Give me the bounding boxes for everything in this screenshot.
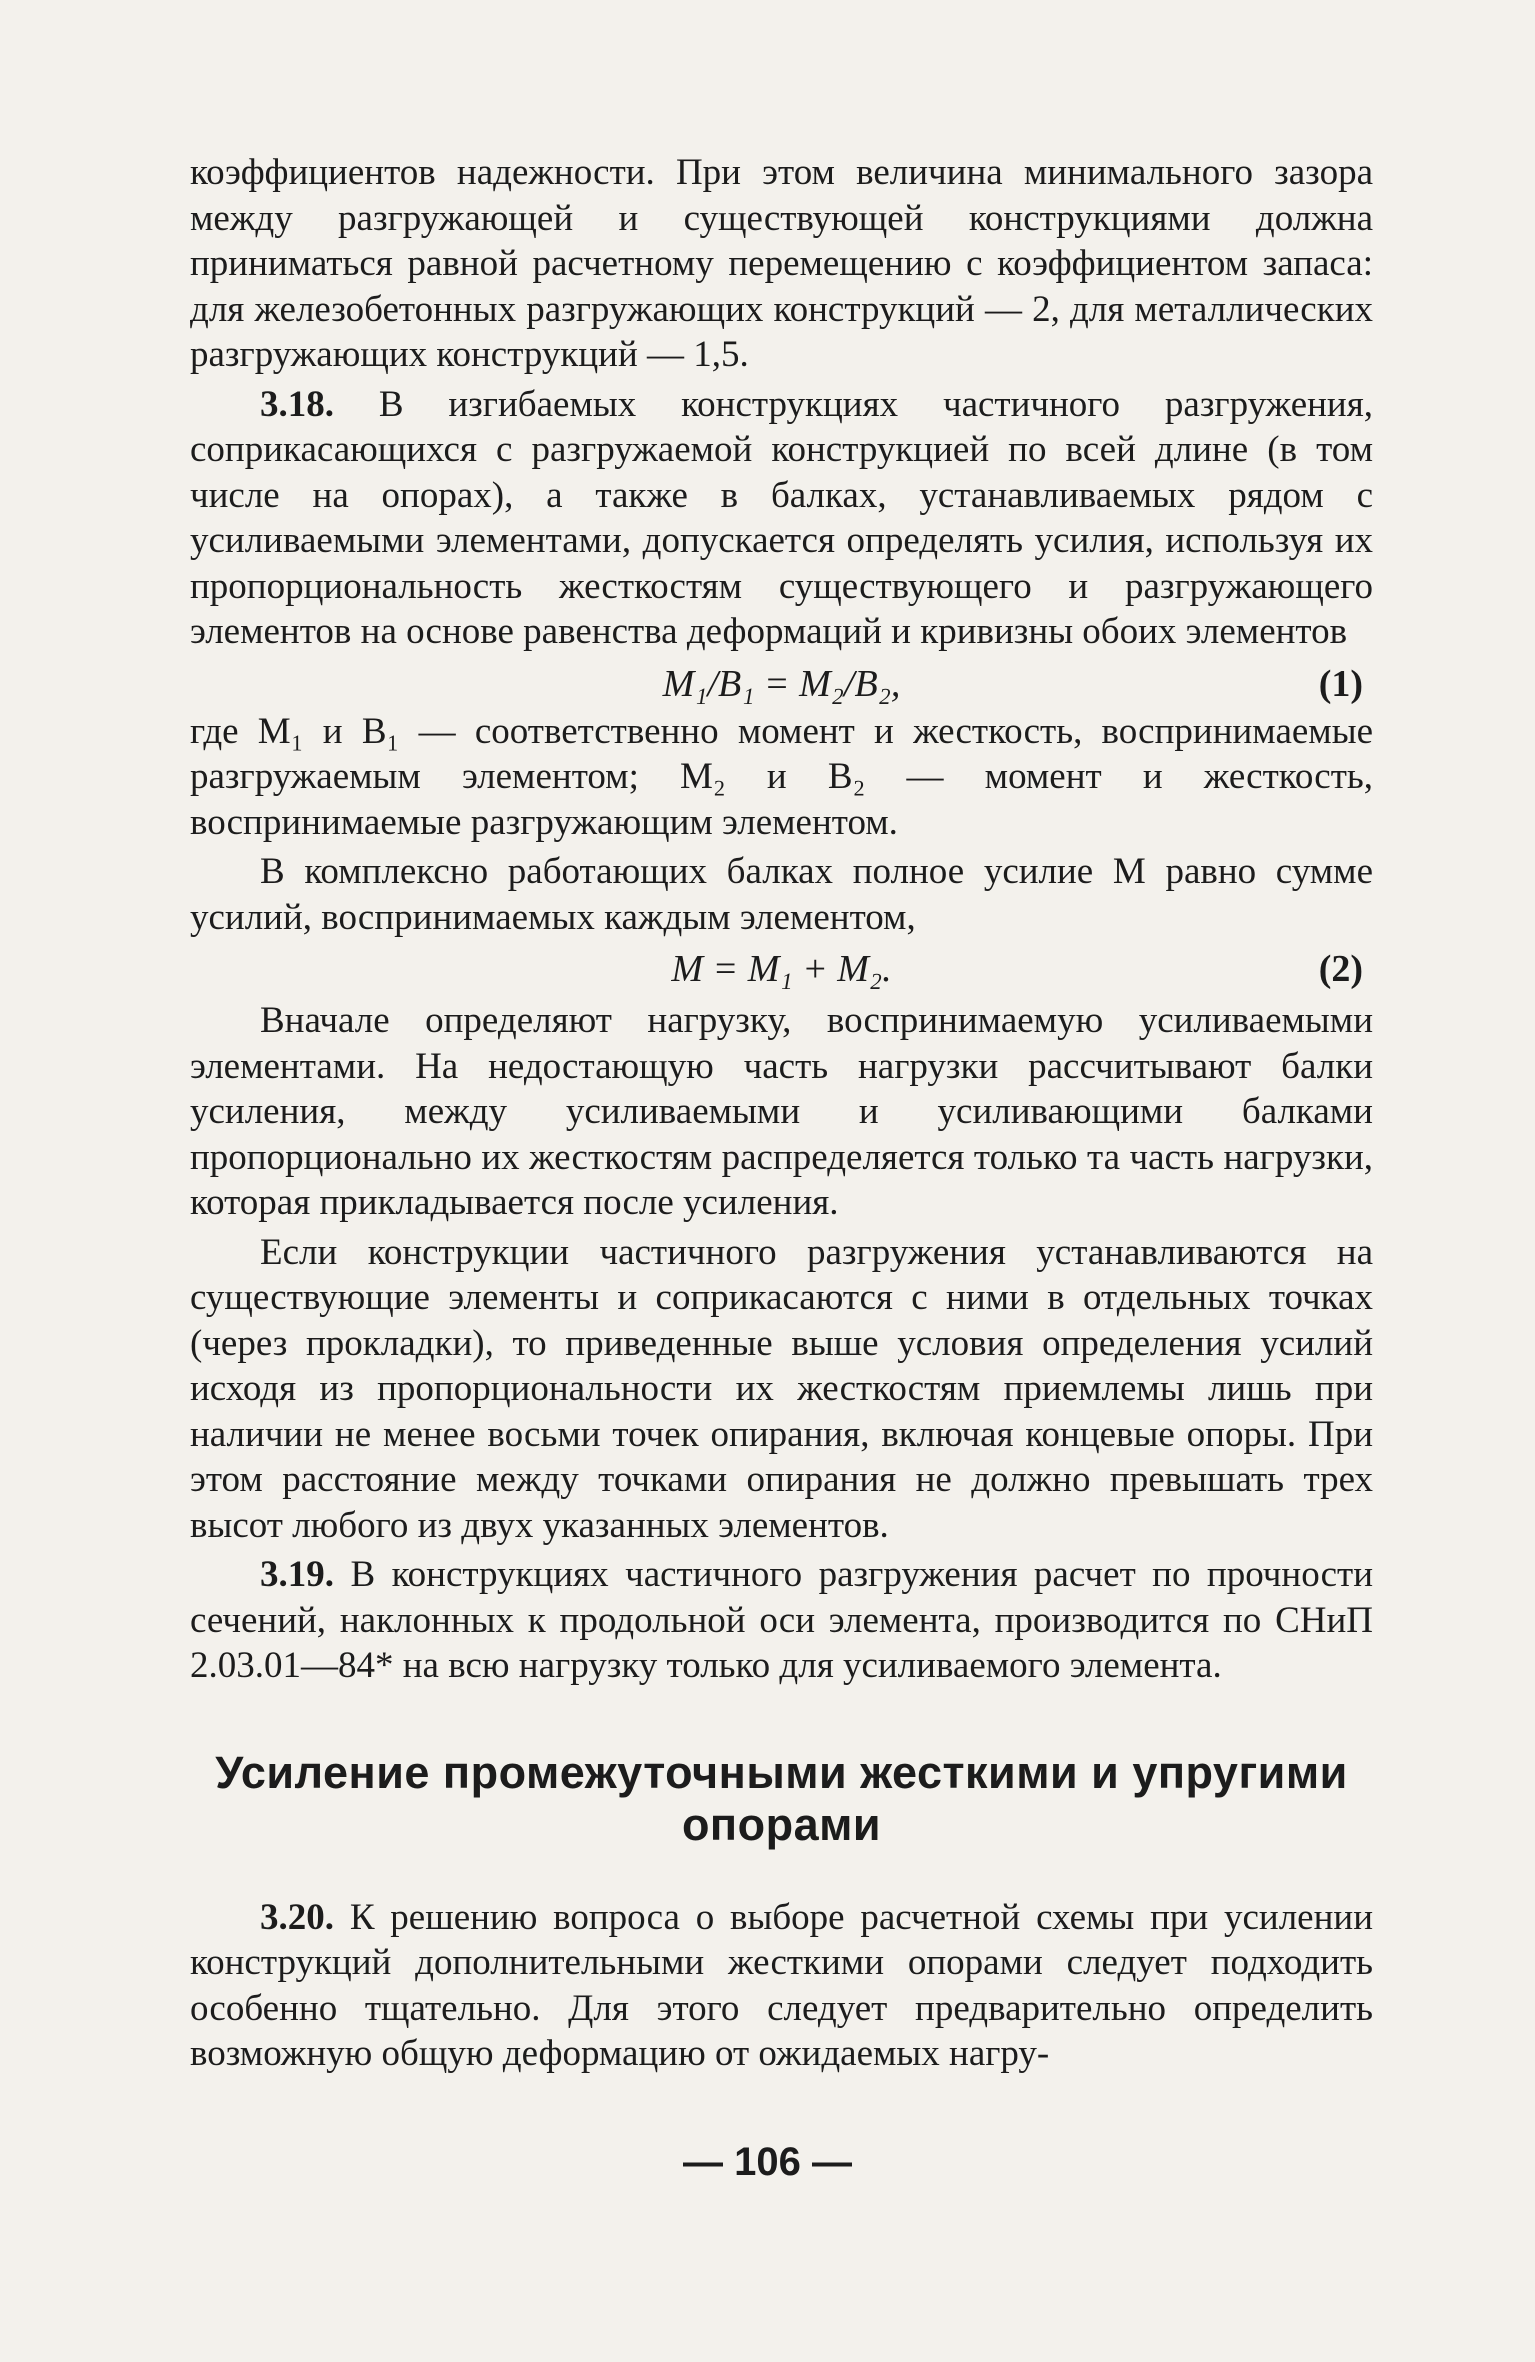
section-text: В конструкциях частичного разгружения расчет по прочности сечений, наклонных к продольной оси элемента, производится по СНиП 2.03.01—84* на всю нагрузку только для усиливаемого элемента. <box>190 1554 1374 1686</box>
paragraph-where: где M₁ и B₁ — соответственно момент и жесткость, воспринимаемые разгружаемым элементом; M₂ и B₂ — момент и жесткость, воспринимаемые разгружающим элементом. <box>190 710 1373 843</box>
section-text: К решению вопроса о выборе расчетной схемы при усилении конструкций дополнительными жесткими опорами следует подходить особенно тщательно. Для этого следует предварительно определить возможную общую деформацию от ожидаемых нагру- <box>190 1896 1373 2074</box>
formula-2-expression: M = M₁ + M₂. <box>671 948 892 990</box>
formula-1 <box>190 659 1373 709</box>
section-heading: Усиление промежуточными жесткими и упругими опорами <box>215 1746 1348 1850</box>
section-3-19 <box>190 1552 1373 1689</box>
section-3-20 <box>190 1895 1373 2077</box>
section-3-18 <box>190 382 1373 655</box>
paragraph-intro: коэффициентов надежности. При этом величина минимального зазора между разгружающей и существующей конструкциями должна приниматься равной расчетному перемещению с коэффициентом запаса: для железобетонных разгружающих конструкций — 2, для металлических разгружающих конструкций — 1,5. <box>190 152 1373 375</box>
section-number: 3.19. <box>260 1554 334 1595</box>
paragraph-complex: В комплексно работающих балках полное усилие M равно сумме усилий, воспринимаемых каждым элементом, <box>190 851 1373 938</box>
page-number: — 106 — <box>683 2140 852 2184</box>
section-number: 3.18. <box>260 383 334 425</box>
formula-1-number: (1) <box>1318 662 1363 705</box>
paragraph-first: Вначале определяют нагрузку, воспринимаемую усиливаемыми элементами. На недостающую часть нагрузки рассчитывают балки усиления, между усиливаемыми и усиливающими балками пропорционально их жесткостям распределяется только та часть нагрузки, которая прикладывается после усиления. <box>190 1000 1373 1223</box>
formula-1-expression: M₁/B₁ = M₂/B₂, <box>662 662 901 705</box>
formula-2 <box>190 944 1373 994</box>
section-number: 3.20. <box>260 1896 334 1938</box>
section-text: В изгибаемых конструкциях частичного разгружения, соприкасающихся с разгружаемой конструкцией по всей длине (в том числе на опорах), а также в балках, устанавливаемых рядом с усиливаемыми элементами, допускается определять усилия, используя их пропорциональность жесткостям существующего и разгружающего элементов на основе равенства деформаций и кривизны обоих элементов <box>190 383 1374 652</box>
formula-2-number: (2) <box>1318 948 1363 990</box>
paragraph-if: Если конструкции частичного разгружения устанавливаются на существующие элементы и соприкасаются с ними в отдельных точках (через прокладки), то приведенные выше условия определения усилий исходя из пропорциональности их жесткостям приемлемы лишь при наличии не менее восьми точек опирания, включая концевые опоры. При этом расстояние между точками опирания не должно превышать трех высот любого из двух указанных элементов. <box>190 1231 1373 1546</box>
